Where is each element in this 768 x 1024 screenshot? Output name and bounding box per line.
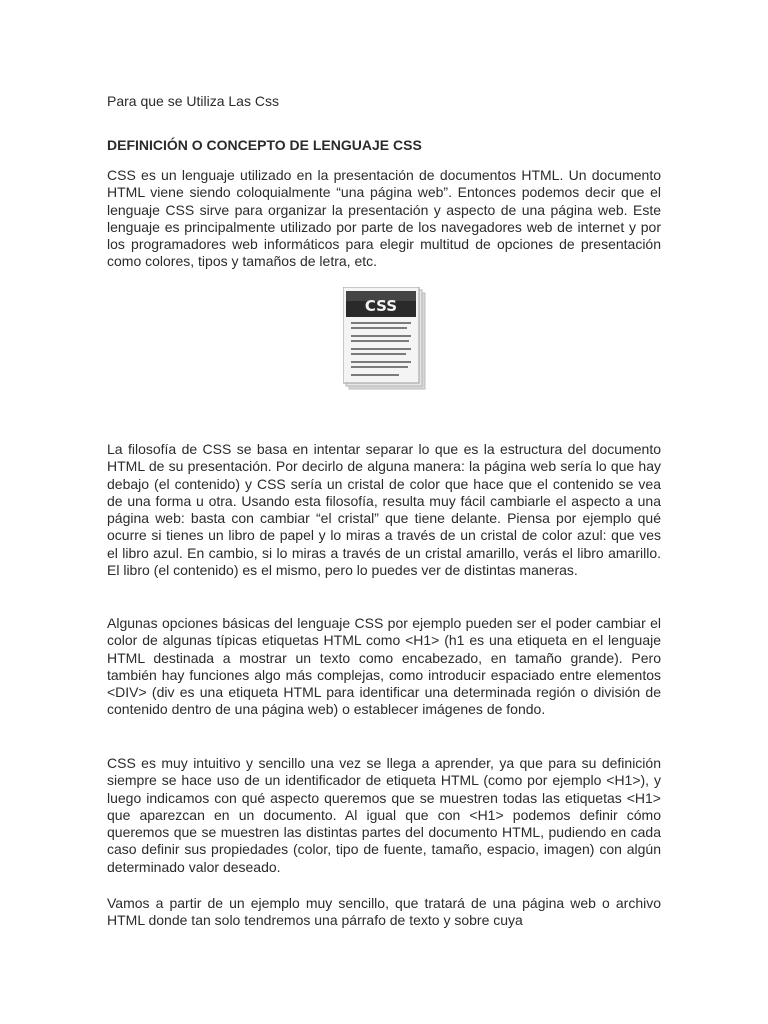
paragraph-4: CSS es muy intuitivo y sencillo una vez se llega a aprender, ya que para su definición siempre se hace uso de un identificador de etiqueta HTML (como por ejemplo <H1>), y luego indicamos con qué aspecto queremos que se muestren todas las etiquetas <H1> que aparezcan en un documento. Al igual que con <H1> podemos definir cómo queremos que se muestren las distintas partes del documento HTML, pudiendo en cada caso definir sus propiedades (color, tipo de fuente, tamaño, espacio, imagen) con algún determinado valor deseado.: [107, 755, 661, 875]
paragraph-1: CSS es un lenguaje utilizado en la presentación de documentos HTML. Un documento HTML viene siendo coloquialmente “una página web”. Entonces podemos decir que el lenguaje CSS sirve para organizar la presentación y aspecto de una página web. Este lenguaje es principalmente utilizado por parte de los navegadores web de internet y por los programadores web informáticos para elegir multitud de opciones de presentación como colores, tipos y tamaños de letra, etc.: [107, 167, 661, 270]
paragraph-3: Algunas opciones básicas del lenguaje CSS por ejemplo pueden ser el poder cambiar el color de algunas típicas etiquetas HTML como <H1> (h1 es una etiqueta en el lenguaje HTML destinada a mostrar un texto como encabezado, en tamaño grande). Pero también hay funciones algo más complejas, como introducir espaciado entre elementos <DIV> (div es una etiqueta HTML para identificar una determinada región o división de contenido dentro de una página web) o establecer imágenes de fondo.: [107, 615, 661, 718]
css-file-icon: [343, 287, 427, 391]
paragraph-5: Vamos a partir de un ejemplo muy sencillo, que tratará de una página web o archivo HTML donde tan solo tendremos una párrafo de texto y sobre cuya: [107, 895, 661, 929]
section-heading: DEFINICIÓN O CONCEPTO DE LENGUAJE CSS: [107, 137, 422, 153]
css-icon-label: CSS: [364, 297, 398, 315]
paragraph-2: La filosofía de CSS se basa en intentar separar lo que es la estructura del documento HTML de su presentación. Por decirlo de alguna manera: la página web sería lo que hay debajo (el contenido) y CSS sería un cristal de color que hace que el contenido se vea de una forma u otra. Usando esta filosofía, resulta muy fácil cambiarle el aspecto a una página web: basta con cambiar “el cristal” que tiene delante. Piensa por ejemplo qué ocurre si tienes un libro de papel y lo miras a través de un cristal de color azul: que ves el libro azul. En cambio, si lo miras a través de un cristal amarillo, verás el libro amarillo. El libro (el contenido) es el mismo, pero lo puedes ver de distintas maneras.: [107, 441, 661, 579]
document-title: Para que se Utiliza Las Css: [107, 93, 279, 109]
